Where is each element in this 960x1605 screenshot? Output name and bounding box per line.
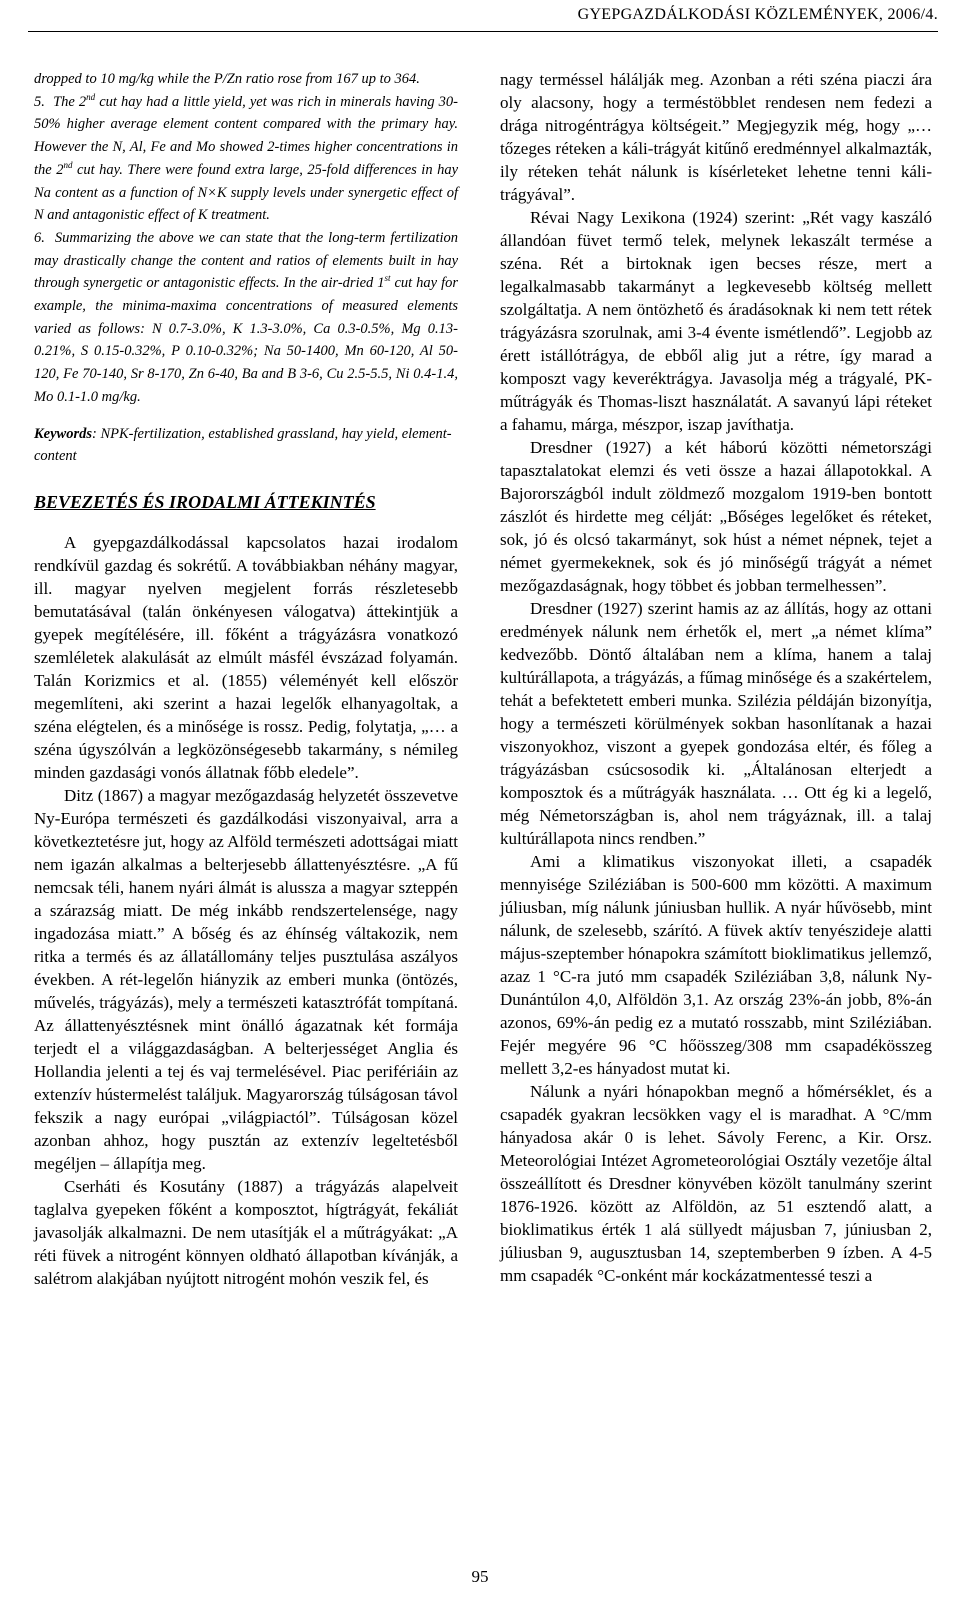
summary-intro: dropped to 10 mg/kg while the P/Zn ratio rose from 167 up to 364. xyxy=(34,71,420,87)
superscript: nd xyxy=(86,91,96,102)
item-number: 6. xyxy=(34,229,45,246)
paragraph: Ditz (1867) a magyar mezőgazdaság helyzetét összevetve Ny-Európa természeti és gazdálkodási viszonyaival, arra a következtetésre jut, hogy az Alföld természeti adottságai miatt nem igazán alkalmas a belterjesebb állattenyésztésre. „A fű nemcsak téli, hanem nyári álmát is alussza a magyar szteppén a szárazság miatt. De még inkább rendszertelensége, nagy ingadozása miatt.” A bőség és az éhínség váltakozik, nem ritka a termés és az állatállomány teljes pusztulása aszályos években. A rét-legelőn hiányzik az emberi munka (öntözés, művelés, trágyázás), mely a természeti katasztrófát tompítaná. Az állattenyésztésnek mint önálló ágazatnak két formája terjedt el a világgazdaságban. A belterjességet Anglia és Hollandia jelenti a tej és vaj termelésével. Piac perifériáin az extenzív hústermelést találjuk. Magyarország túlságosan távol fekszik a nagy európai „világpiactól”. Túlságosan közel azonban ahhoz, hogy pusztán az extenzív legeltetésből megéljen – állapítja meg. xyxy=(34,785,458,1173)
summary-text: cut hay had a little yield, yet was rich in minerals having 30-50% higher average element content compared with the primary hay. However the N, Al, Fe and Mo showed 2-times higher concentrations in the 2 xyxy=(34,93,458,178)
paragraph: Ami a klimatikus viszonyokat illeti, a csapadék mennyisége Sziléziában is 500-600 mm közötti. A maximum júliusban, míg nálunk júniusban hullik. A nyár hűvösebb, mint nálunk, de szelesebb, szárító. A füvek aktív tenyészideje alatti május-szeptember hónapokra számított bioklimatikus jellemző, azaz 1 °C-ra jutó mm csapadék Sziléziában 3,8, nálunk Ny-Dunántúlon 4,0, Alföldön 3,1. Az ország 23%-án jobb, 8%-án azonos, 69%-án pedig ez a mutató rosszabb, mint Sziléziában. Fejér megyére 96 °C hőösszeg/308 mm csapadékösszeg mellett 3,2-es hányadost mutat ki. xyxy=(500,852,932,1078)
paragraph: Dresdner (1927) szerint hamis az az állítás, hogy az ottani eredmények nálunk nem érhetők el, mert „a német klíma” kedvezőbb. Döntő általában nem a klíma, hanem a talaj kultúrállapota, a trágyázás, a fűmag minősége és a szakértelem, tehát a befektetett emberi munka. Szilézia példáján bizonyítja, hogy a természeti körülmények sokban hasonlítanak a hazai viszonyokhoz, viszont a gyepek gondozása eltér, és főleg a trágyázásban csúcsosodik ki. „Általánosan elterjedt a komposztok és a műtrágyák használata. … Ott ég ki a legelő, még Németországban is, ahol nem trágyáznak, ill. a talaj kultúrállapota nincs rendben.” xyxy=(500,599,932,848)
running-header: GYEPGAZDÁLKODÁSI KÖZLEMÉNYEK, 2006/4. xyxy=(577,6,938,23)
paragraph: Dresdner (1927) a két háború közötti németországi tapasztalatokat elemzi és veti össze a hazai állapotokkal. A Bajorországból indult zöldmező mozgalom 1919-ben bontott zászlót és hirdette meg célját: „Bőséges legelőket és réteket, sok, jó és olcsó takarmányt, sok húst a német népnek, tejet a német gyermekeknek, sok és jó minőségű trágyát a német mezőgazdaságnak, hogy többet és jobban termelhessen”. xyxy=(500,438,932,595)
right-body-text xyxy=(500,68,932,1287)
left-body-text xyxy=(34,531,458,1290)
keywords-text: : NPK-fertilization, established grassland, hay yield, element-content xyxy=(34,425,452,465)
page-number: 95 xyxy=(471,1567,489,1586)
header-divider xyxy=(28,31,938,32)
section-heading: BEVEZETÉS ÉS IRODALMI ÁTTEKINTÉS xyxy=(34,491,376,512)
keywords xyxy=(34,423,458,468)
summary-text: cut hay for example, the minima-maxima concentrations of measured elements varied as follows: N 0.7-3.0%, K 1.3-3.0%, Ca 0.3-0.5%, Mg 0.13-0.21%, S 0.15-0.32%, P 0.10-0.32%; Na 50-1400, Mn 60-120, Al 50-120, Fe 70-140, Sr 8-170, Zn 6-40, Ba and B 3-6, Cu 2.5-5.5, Ni 0.4-1.4, Mo 0.1-1.0 mg/kg. xyxy=(34,275,458,405)
keywords-label: Keywords xyxy=(34,425,92,442)
summary-text: cut hay. There were found extra large, 25-fold differences in hay Na content as a function of N×K supply levels under synergetic effect of N and antagonistic effect of K treatment. xyxy=(34,161,459,224)
summary-text: The 2 xyxy=(53,93,87,110)
paragraph: A gyepgazdálkodással kapcsolatos hazai irodalom rendkívül gazdag és sokrétű. A továbbiakban néhány magyar, ill. magyar nyelven megjelent forrás részletesebb bemutatásával (talán önkényesen válogatva) áttekintjük a gyepek megítélésére, ill. főként a trágyázásra vonatkozó szemléletek alakulását az elmúlt másfél évszázad folyamán. Talán Korizmics et al. (1855) véleményét kell először megemlíteni, aki szerint a hazai legelők elhanyagoltak, a széna elégtelen, és a minősége is rossz. Pedig, folytatja, „… a széna úgyszólván a legközönségesebb takarmány, s némileg minden gazdasági vonós állatnak főbb eledele”. xyxy=(34,532,458,782)
paragraph: Nálunk a nyári hónapokban megnő a hőmérséklet, és a csapadék gyakran lecsökken vagy el is maradhat. A °C/mm hányadosa akár 0 is lehet. Sávoly Ferenc, a Kir. Orsz. Meteorológiai Intézet Agrometeorológiai Osztály vezetője által összeállított és Dresdner könyvében közölt tanulmány szerint 1876-1926. között az Alföldön, az 51 esztendő alatt, a bioklimatikus érték 1 alá süllyedt májusban 7, júniusban 2, júliusban 9, augusztusban 14, szeptemberben 9 ízben. A 4-5 mm csapadék °C-onként már kockázatmentessé teszi a xyxy=(500,1082,932,1285)
paragraph: Révai Nagy Lexikona (1924) szerint: „Rét vagy kaszáló állandóan füvet termő telek, melynek lekaszált termése a széna. Rét a birtoknak igen becses része, mert a legalkalmasabb takarmányt a legkevesebb költség mellett szolgáltatja. A nem öntözhető és áradásoknak ki nem tett rétek trágyázásra szorulnak, ami 3-4 évente ismétlendő”. Legjobb az érett istállótrágya, de ebből alig jut a rétre, így marad a komposzt vagy keveréktrágya. Javasolja még a trágyalé, PK-műtrágyák és Thomas-liszt használatát. A savanyú lápi réteket a fahamu, márga, mészpor, iszap javíthatja. xyxy=(500,208,932,434)
superscript: nd xyxy=(63,159,73,170)
right-column xyxy=(500,68,932,1287)
left-column xyxy=(34,68,458,1290)
english-summary xyxy=(34,68,458,409)
paragraph: Cserháti és Kosutány (1887) a trágyázás alapelveit taglalva gyepeken főként a komposztot, hígtrágyát, fekáliát javasolják alkalmazni. De nem utasítják el a műtrágyákat: „A réti füvek a nitrogént könnyen oldható állapotban kívánják, a salétrom alakjában nyújtott nitrogént mohón veszik fel, és xyxy=(34,1176,458,1288)
summary-item-6 xyxy=(34,227,458,409)
superscript: st xyxy=(384,273,391,284)
summary-item-5 xyxy=(34,91,458,227)
paragraph: nagy terméssel hálálják meg. Azonban a réti széna piaczi ára oly alacsony, hogy a terméstöbblet rendesen nem fedezi a drága nitrogéntrágya költségeit.” Megjegyzik még, hogy „…tőzeges réteken a káli-trágyát kitűnő eredménnyel alkalmazták, ily réteken tehát nálunk is kísérleteket lehetne tenni káli-trágyával”. xyxy=(500,70,932,204)
summary-text: Summarizing the above we can state that the long-term fertilization may drastically change the content and ratios of elements built in hay through synergetic or antagonistic effects. In the air-dried 1 xyxy=(34,229,459,292)
item-number: 5. xyxy=(34,93,45,110)
